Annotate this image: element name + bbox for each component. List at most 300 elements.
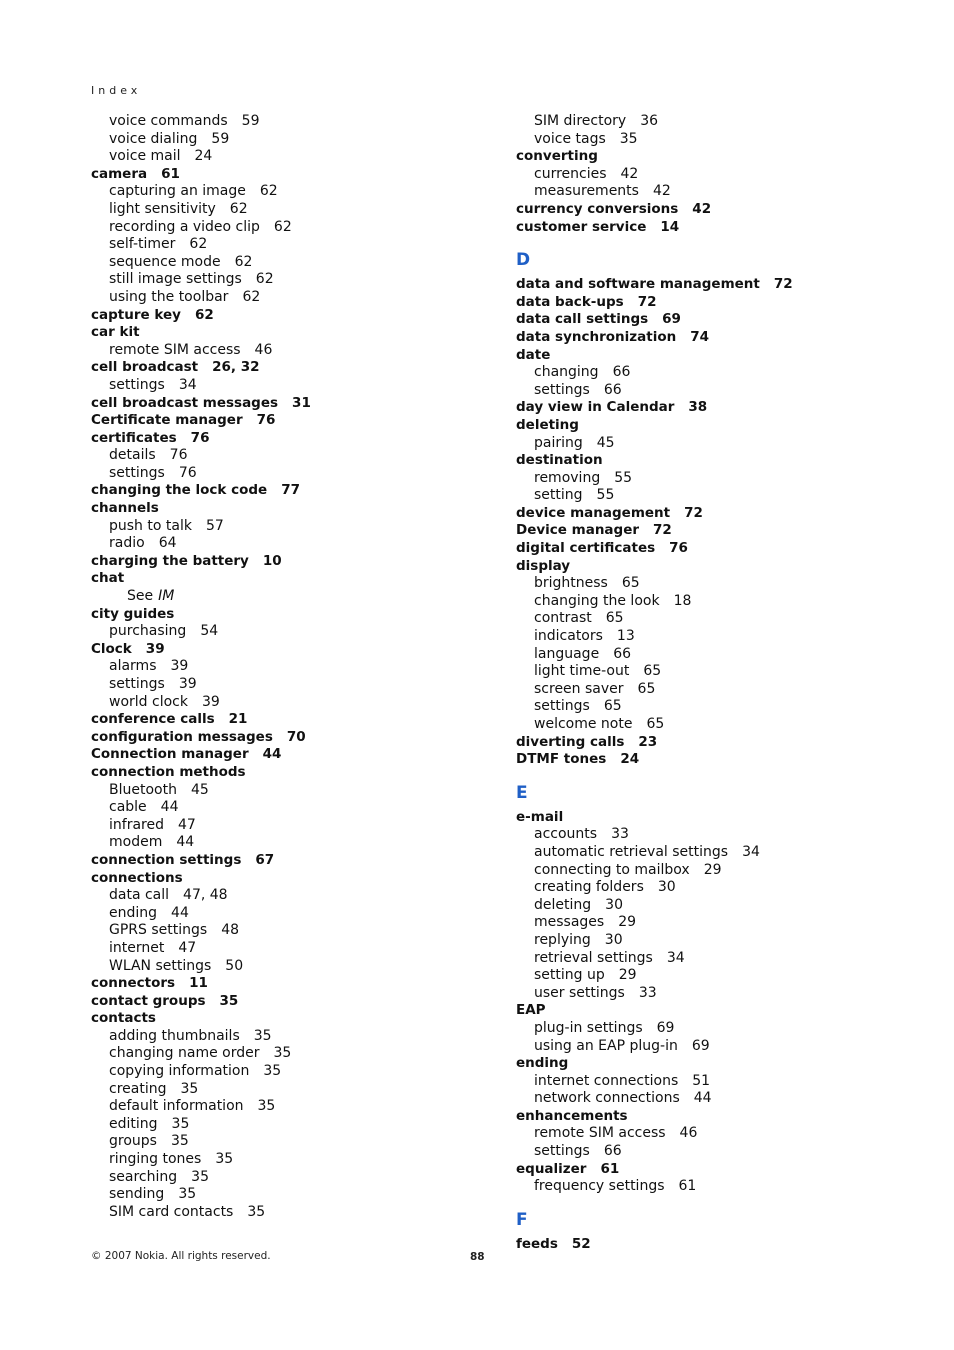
index-term: DTMF tones (516, 751, 607, 768)
index-term: device management (516, 504, 671, 521)
index-term: Device manager (516, 522, 640, 539)
index-subentry (516, 663, 906, 681)
index-term: WLAN settings (109, 957, 212, 974)
index-term: editing (109, 1115, 158, 1132)
index-page-ref: 69 (691, 1037, 710, 1054)
index-entry (516, 347, 906, 365)
index-term: capture key (91, 306, 181, 323)
index-term: voice mail (109, 148, 181, 165)
index-term: See (127, 588, 154, 605)
index-page-ref: 65 (603, 698, 622, 715)
index-subentry (91, 535, 481, 553)
index-term: user settings (534, 984, 625, 1001)
section-letter: F (516, 1209, 528, 1230)
index-subentry (91, 342, 481, 360)
index-page-ref: 70 (286, 728, 306, 745)
index-page-ref: 65 (621, 575, 640, 592)
index-term: voice dialing (109, 130, 198, 147)
index-page-ref: 34 (742, 843, 760, 860)
index-page-ref: 66 (603, 1143, 622, 1160)
index-page-ref: 35 (178, 1186, 197, 1203)
index-page-ref: 62 (242, 288, 261, 305)
index-term: world clock (109, 693, 188, 710)
index-page-ref: 30 (657, 879, 676, 896)
index-term: infrared (109, 816, 164, 833)
index-entry (91, 870, 481, 888)
index-term: connection methods (91, 763, 246, 780)
index-column-left (91, 113, 481, 1221)
index-page-ref: 33 (638, 984, 657, 1001)
index-term: cell broadcast (91, 359, 199, 376)
index-term: configuration messages (91, 728, 273, 745)
index-subentry (516, 716, 906, 734)
index-term: using an EAP plug-in (534, 1037, 678, 1054)
index-subentry (91, 658, 481, 676)
index-page-ref: 14 (660, 218, 680, 235)
index-term: data call (109, 887, 170, 904)
index-subentry (516, 1038, 906, 1056)
index-subentry (516, 967, 906, 985)
index-subentry (516, 914, 906, 932)
index-subentry (516, 610, 906, 628)
index-page-ref: 72 (684, 504, 703, 521)
index-page-ref: 76 (669, 540, 688, 557)
index-page-ref: 76 (256, 412, 276, 429)
index-term: settings (534, 381, 590, 398)
index-term: Connection manager (91, 746, 249, 763)
index-subentry (516, 932, 906, 950)
index-term: searching (109, 1168, 178, 1185)
index-page-ref: 47 (178, 939, 197, 956)
index-subentry (516, 166, 906, 184)
index-page-ref: 57 (205, 517, 224, 534)
index-entry (91, 852, 481, 870)
index-entry (91, 641, 481, 659)
index-subentry (91, 1063, 481, 1081)
index-page-ref: 42 (620, 165, 639, 182)
index-page-ref: 76 (178, 464, 197, 481)
index-page-ref: 50 (225, 957, 244, 974)
index-subentry (91, 1186, 481, 1204)
index-subentry (91, 148, 481, 166)
index-page-ref: 62 (255, 271, 274, 288)
index-term: settings (109, 676, 165, 692)
index-term: remote SIM access (534, 1125, 666, 1142)
index-page-ref: 64 (158, 535, 177, 552)
index-term: deleting (534, 896, 592, 913)
index-subentry (91, 219, 481, 237)
index-term: radio (109, 535, 145, 552)
index-term: setting (534, 487, 583, 504)
index-page-ref: 76 (169, 447, 188, 464)
index-term: voice tags (534, 130, 606, 147)
index-term: self-timer (109, 236, 176, 253)
index-page-ref: 62 (273, 218, 292, 235)
index-term: EAP (516, 1002, 546, 1019)
index-page-ref: 65 (646, 716, 665, 732)
index-term: capturing an image (109, 183, 246, 200)
index-entry (516, 1002, 906, 1020)
index-subentry (516, 131, 906, 149)
index-page-ref: 66 (603, 381, 622, 398)
index-page-ref: 76 (190, 429, 210, 446)
index-subentry (516, 487, 906, 505)
index-subentry (516, 1178, 906, 1196)
index-term: feeds (516, 1235, 558, 1252)
index-page-ref: 39 (201, 693, 220, 710)
index-page-ref: 44 (171, 904, 189, 921)
index-page-ref: 24 (620, 751, 640, 768)
index-subentry (91, 1133, 481, 1151)
index-subentry (516, 628, 906, 646)
index-term: voice commands (109, 113, 228, 129)
index-term: changing the look (534, 592, 660, 609)
index-page-ref: 66 (613, 645, 632, 662)
index-entry (91, 412, 481, 430)
index-term: automatic retrieval settings (534, 843, 729, 860)
index-subentry (516, 1125, 906, 1143)
index-subentry (91, 183, 481, 201)
index-page-ref: 11 (189, 975, 208, 992)
index-subentry (91, 131, 481, 149)
index-term: sequence mode (109, 253, 221, 270)
index-entry (516, 809, 906, 827)
index-subentry (91, 958, 481, 976)
index-entry (91, 729, 481, 747)
index-page-ref: 35 (219, 992, 239, 1009)
index-page-ref: 72 (637, 293, 657, 310)
index-term: brightness (534, 575, 608, 592)
index-subentry (91, 518, 481, 536)
index-entry (91, 1010, 481, 1028)
index-term: retrieval settings (534, 949, 653, 966)
index-term: city guides (91, 605, 175, 622)
index-term: Clock (91, 640, 132, 657)
index-page-ref: 30 (604, 931, 623, 948)
index-term: customer service (516, 218, 647, 235)
index-page-ref: 29 (618, 914, 637, 931)
index-page-ref: 62 (259, 183, 278, 200)
index-page-ref: 72 (653, 522, 672, 539)
index-term: cable (109, 799, 147, 816)
index-term: setting up (534, 967, 605, 984)
page-number: 88 (470, 1251, 485, 1263)
index-term: channels (91, 500, 159, 517)
index-page-ref: 18 (673, 592, 692, 609)
index-term: language (534, 645, 600, 662)
index-entry (91, 553, 481, 571)
index-term: settings (534, 698, 590, 715)
index-term: measurements (534, 183, 639, 200)
index-subentry (91, 289, 481, 307)
index-page-ref: 65 (637, 680, 656, 697)
index-entry (516, 276, 906, 294)
index-subentry (91, 817, 481, 835)
index-entry (91, 166, 481, 184)
index-page-ref: 61 (161, 165, 180, 182)
index-term: display (516, 557, 571, 574)
index-term: currency conversions (516, 200, 679, 217)
index-page-ref: 47, 48 (183, 887, 228, 904)
index-subentry (516, 575, 906, 593)
index-term: modem (109, 834, 163, 851)
index-subentry (516, 470, 906, 488)
index-term: contrast (534, 610, 592, 627)
index-subentry (91, 782, 481, 800)
index-term: recording a video clip (109, 218, 260, 235)
index-subentry (91, 1028, 481, 1046)
section-letter: E (516, 782, 528, 803)
index-subentry (516, 879, 906, 897)
index-page-ref: 55 (596, 487, 615, 504)
index-page-ref: 62 (229, 200, 248, 217)
index-subentry (516, 183, 906, 201)
index-page-ref: 24 (194, 148, 213, 165)
index-page-ref: 35 (170, 1133, 189, 1150)
index-entry (516, 1161, 906, 1179)
index-see-reference (91, 588, 481, 606)
index-page-ref: 46 (254, 341, 273, 358)
index-page-ref: 74 (690, 328, 709, 345)
index-term: connecting to mailbox (534, 861, 690, 878)
index-page-ref: 38 (688, 399, 708, 416)
index-page-ref: 36 (640, 113, 659, 129)
index-subentry (516, 826, 906, 844)
index-subentry (91, 201, 481, 219)
page-header: Index (91, 84, 142, 97)
index-entry (91, 570, 481, 588)
index-subentry (516, 593, 906, 611)
index-term: ending (516, 1055, 569, 1072)
index-page-ref: 62 (194, 306, 214, 323)
index-subentry (91, 1116, 481, 1134)
index-page-ref: 47 (177, 816, 196, 833)
index-page-ref: 54 (200, 623, 219, 640)
index-term: welcome note (534, 716, 633, 732)
index-page-ref: 42 (692, 200, 712, 217)
index-page-ref: 30 (605, 896, 623, 913)
index-subentry (516, 950, 906, 968)
index-entry (91, 993, 481, 1011)
index-subentry (91, 271, 481, 289)
index-term: destination (516, 452, 603, 469)
index-entry (516, 311, 906, 329)
index-term: indicators (534, 628, 603, 645)
index-term: camera (91, 165, 148, 182)
index-subentry (516, 113, 906, 131)
index-page-ref: 13 (616, 628, 635, 645)
index-entry (516, 751, 906, 769)
index-term: removing (534, 469, 601, 486)
index-term: copying information (109, 1063, 250, 1080)
index-entry (91, 764, 481, 782)
index-entry (91, 482, 481, 500)
index-term: changing name order (109, 1045, 260, 1062)
index-term: digital certificates (516, 540, 656, 557)
index-entry (516, 294, 906, 312)
index-page-ref: 61 (678, 1178, 697, 1195)
index-term: day view in Calendar (516, 399, 675, 416)
index-entry (91, 746, 481, 764)
index-term: deleting (516, 416, 579, 433)
index-page-ref: 21 (228, 711, 248, 728)
section-letter: D (516, 250, 531, 271)
index-page-ref: 23 (638, 733, 658, 750)
index-page-ref: 55 (614, 469, 633, 486)
index-term: converting (516, 148, 598, 165)
index-page-ref: 10 (262, 552, 282, 569)
index-term: adding thumbnails (109, 1027, 240, 1044)
copyright-notice: © 2007 Nokia. All rights reserved. (91, 1250, 271, 1262)
index-term: certificates (91, 429, 177, 446)
index-page-ref: 46 (679, 1125, 698, 1142)
index-term: light time-out (534, 663, 630, 680)
index-term: push to talk (109, 517, 192, 534)
index-term: charging the battery (91, 552, 249, 569)
index-page-ref: 67 (255, 851, 275, 868)
index-term: creating folders (534, 879, 644, 896)
index-term: GPRS settings (109, 922, 208, 939)
index-entry (91, 711, 481, 729)
index-term: creating (109, 1080, 167, 1097)
index-subentry (516, 897, 906, 915)
index-page-ref: 35 (273, 1045, 292, 1062)
see-target: IM (158, 588, 175, 605)
index-page-ref: 35 (191, 1168, 209, 1185)
index-entry (516, 522, 906, 540)
index-page-ref: 59 (211, 130, 230, 147)
index-term: changing the lock code (91, 482, 268, 499)
index-page-ref: 59 (241, 113, 260, 129)
index-term: sending (109, 1186, 165, 1203)
index-page-ref: 26, 32 (212, 359, 260, 376)
index-subentry (91, 1081, 481, 1099)
index-term: groups (109, 1133, 157, 1150)
index-subentry (91, 887, 481, 905)
index-page-ref: 35 (257, 1098, 276, 1115)
index-term: ending (109, 904, 158, 921)
index-term: light sensitivity (109, 200, 216, 217)
index-page-ref: 35 (263, 1063, 282, 1080)
index-subentry (91, 694, 481, 712)
index-term: enhancements (516, 1107, 628, 1124)
index-term: settings (109, 464, 165, 481)
index-subentry (516, 435, 906, 453)
index-subentry (516, 698, 906, 716)
index-page-ref: 45 (190, 781, 209, 798)
index-entry (91, 324, 481, 342)
index-term: chat (91, 570, 125, 587)
index-page-ref: 48 (221, 922, 240, 939)
index-entry (516, 1236, 906, 1254)
index-page-ref: 35 (619, 130, 638, 147)
index-page-ref: 29 (618, 967, 637, 984)
index-subentry (91, 1151, 481, 1169)
index-entry (516, 1055, 906, 1073)
index-subentry (91, 676, 481, 694)
index-subentry (516, 382, 906, 400)
index-term: network connections (534, 1090, 680, 1107)
index-page-ref: 35 (215, 1151, 234, 1168)
index-term: data call settings (516, 311, 649, 328)
index-term: changing (534, 364, 599, 381)
index-entry (516, 734, 906, 752)
index-page-ref: 34 (178, 376, 197, 393)
index-page-ref: 66 (612, 364, 631, 381)
index-subentry (91, 940, 481, 958)
index-term: settings (534, 1143, 590, 1160)
index-subentry (91, 834, 481, 852)
index-subentry (91, 1098, 481, 1116)
index-entry (516, 329, 906, 347)
index-page-ref: 31 (292, 394, 311, 411)
index-term: purchasing (109, 623, 187, 640)
index-term: car kit (91, 324, 140, 341)
index-entry (516, 219, 906, 237)
index-term: still image settings (109, 271, 242, 288)
index-subentry (91, 236, 481, 254)
index-term: contact groups (91, 992, 206, 1009)
index-page-ref: 44 (160, 799, 179, 816)
index-page-ref: 39 (178, 676, 197, 692)
index-subentry (516, 646, 906, 664)
index-term: messages (534, 914, 605, 931)
index-page-ref: 39 (170, 658, 189, 675)
index-term: data synchronization (516, 328, 677, 345)
index-page-ref: 35 (171, 1115, 190, 1132)
index-entry (516, 148, 906, 166)
index-page-ref: 34 (666, 949, 685, 966)
index-subentry (516, 681, 906, 699)
index-term: pairing (534, 434, 583, 451)
index-term: internet connections (534, 1072, 679, 1089)
index-page-ref: 65 (605, 610, 624, 627)
index-page-ref: 44 (262, 746, 282, 763)
index-term: SIM card contacts (109, 1203, 234, 1220)
index-entry (516, 1108, 906, 1126)
index-entry (516, 540, 906, 558)
index-term: settings (109, 376, 165, 393)
index-page-ref: 72 (773, 276, 793, 293)
index-subentry (91, 254, 481, 272)
index-subentry (91, 1045, 481, 1063)
index-subentry (516, 844, 906, 862)
index-subentry (516, 985, 906, 1003)
index-subentry (91, 1169, 481, 1187)
index-page-ref: 52 (571, 1235, 591, 1252)
index-page-ref: 65 (643, 663, 662, 680)
index-page-ref: 45 (596, 434, 615, 451)
index-page-ref: 42 (652, 183, 671, 200)
index-subentry (516, 1073, 906, 1091)
index-page-ref: 51 (692, 1072, 711, 1089)
index-page-ref: 44 (693, 1090, 712, 1107)
index-subentry (91, 799, 481, 817)
index-term: frequency settings (534, 1178, 665, 1195)
index-page-ref: 35 (253, 1027, 272, 1044)
index-term: internet (109, 939, 165, 956)
index-entry (516, 399, 906, 417)
index-subentry (516, 1090, 906, 1108)
index-page-ref: 39 (145, 640, 165, 657)
index-page-ref: 44 (176, 834, 195, 851)
index-term: screen saver (534, 680, 624, 697)
index-subentry (91, 623, 481, 641)
index-subentry (91, 113, 481, 131)
index-term: data back-ups (516, 293, 624, 310)
index-page-ref: 62 (234, 253, 253, 270)
index-subentry (91, 377, 481, 395)
